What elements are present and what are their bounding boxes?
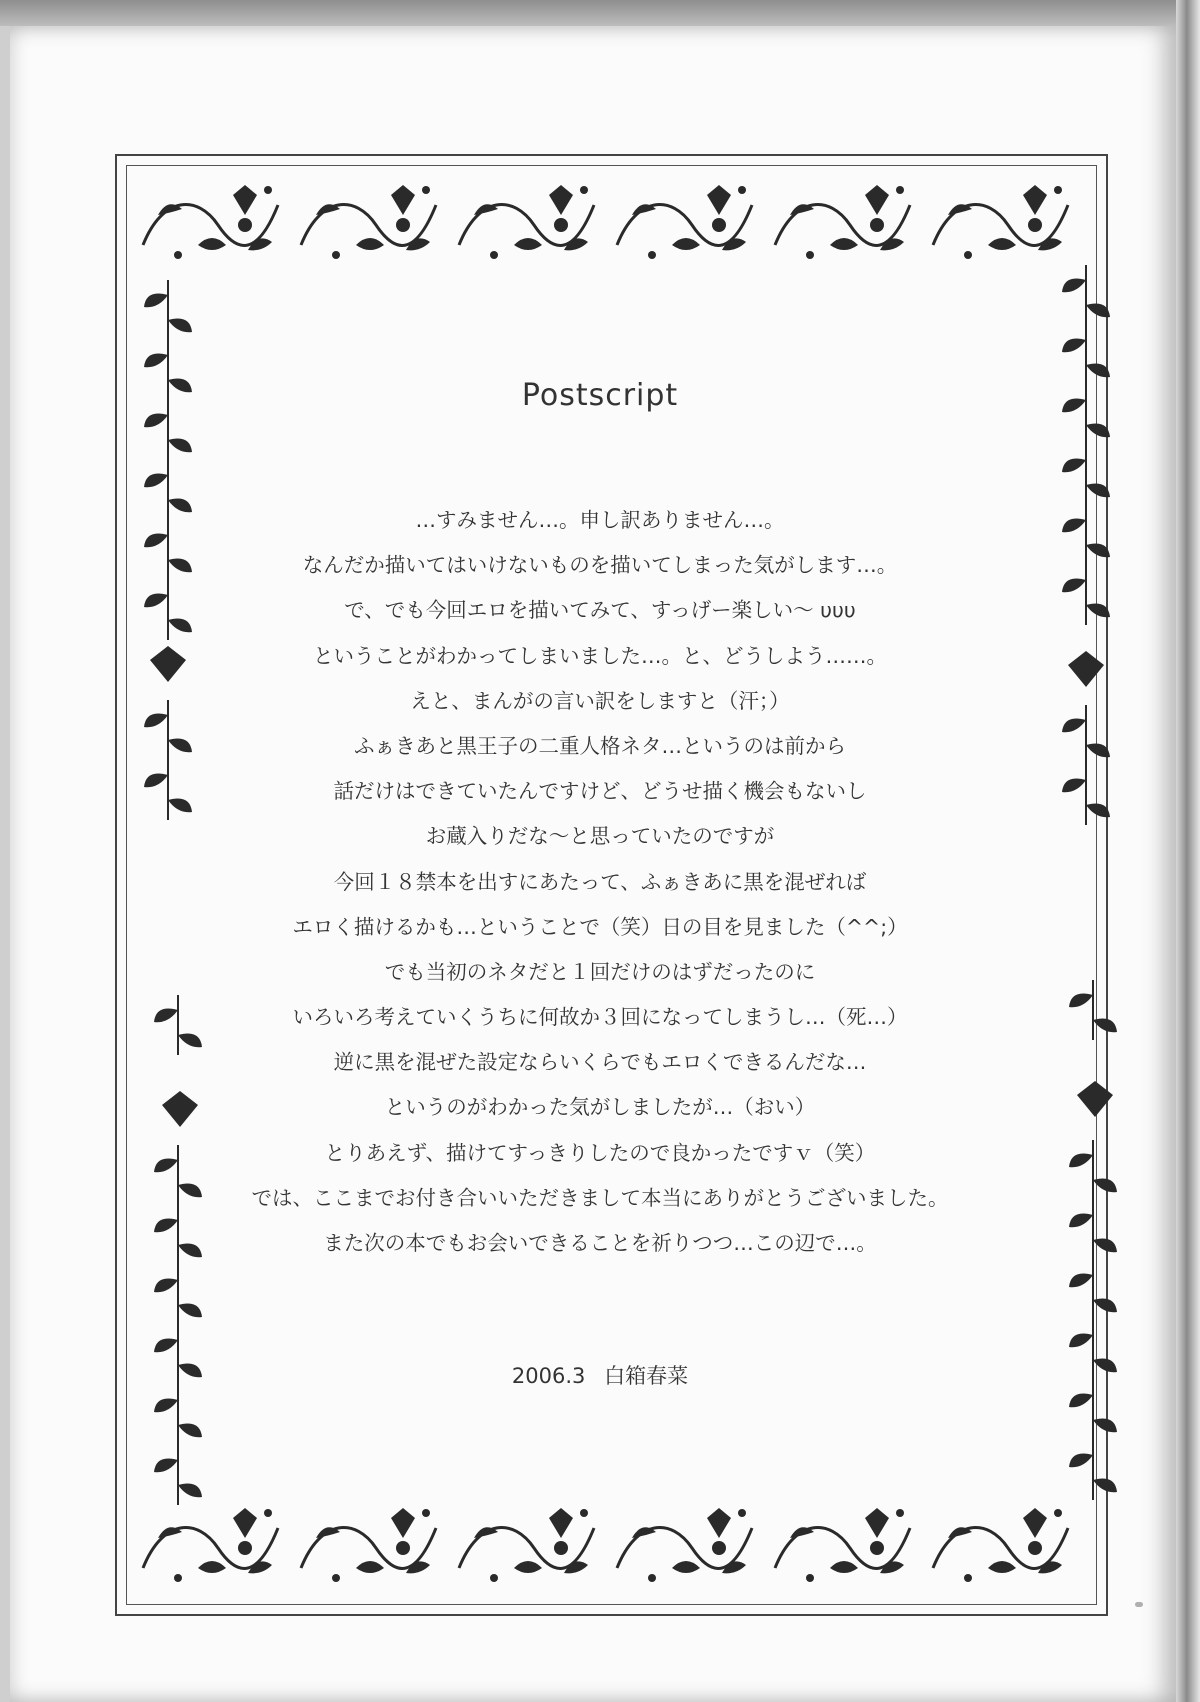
text-line: 話だけはできていたんですけど、どうせ描く機会もないし — [333, 779, 867, 804]
top-floral-border — [138, 175, 1085, 271]
scan-smudge — [1135, 1602, 1143, 1607]
text-line: で、でも今回エロを描いてみて、すっげー楽しい～ υυυ — [344, 598, 856, 623]
text-line: 今回１８禁本を出すにあたって、ふぁきあに黒を混ぜれば — [333, 869, 867, 894]
signature — [0, 1360, 1200, 1390]
text-line: では、ここまでお付き合いいただきまして本当にありがとうございました。 — [251, 1185, 949, 1210]
text-line: なんだか描いてはいけないものを描いてしまった気がします…。 — [302, 553, 898, 578]
text-line: えと、まんがの言い訳をしますと（汗；） — [410, 688, 790, 713]
text-line: ということがわかってしまいました…。と、どうしよう……。 — [313, 643, 887, 668]
text-line: また次の本でもお会いできることを祈りつつ…この辺で…。 — [323, 1231, 877, 1255]
text-line: いろいろ考えていくうちに何故か３回になってしまうし…（死…） — [292, 1005, 908, 1030]
signature-date: 2006.3 — [511, 1364, 586, 1388]
text-line: 逆に黒を混ぜた設定ならいくらでもエロくできるんだな… — [333, 1050, 867, 1075]
text-line: …すみません…。申し訳ありません…。 — [415, 508, 785, 532]
text-line: ふぁきあと黒王子の二重人格ネタ…というのは前から — [354, 733, 846, 758]
text-line: お蔵入りだな～と思っていたのですが — [425, 824, 775, 849]
text-line: でも当初のネタだと１回だけのはずだったのに — [384, 959, 816, 984]
text-line: エロく描けるかも…ということで（笑）日の目を見ました（^^;） — [292, 914, 908, 939]
bottom-floral-border — [138, 1498, 1085, 1594]
signature-author: 白箱春菜 — [604, 1364, 689, 1388]
scan-top-edge — [0, 0, 1200, 26]
text-line: というのがわかった気がしましたが…（おい） — [384, 1095, 816, 1120]
text-line: とりあえず、描けてすっきりしたので良かったですｖ（笑） — [324, 1140, 876, 1165]
postscript-body — [0, 498, 1200, 1266]
page-title: Postscript — [521, 378, 679, 413]
